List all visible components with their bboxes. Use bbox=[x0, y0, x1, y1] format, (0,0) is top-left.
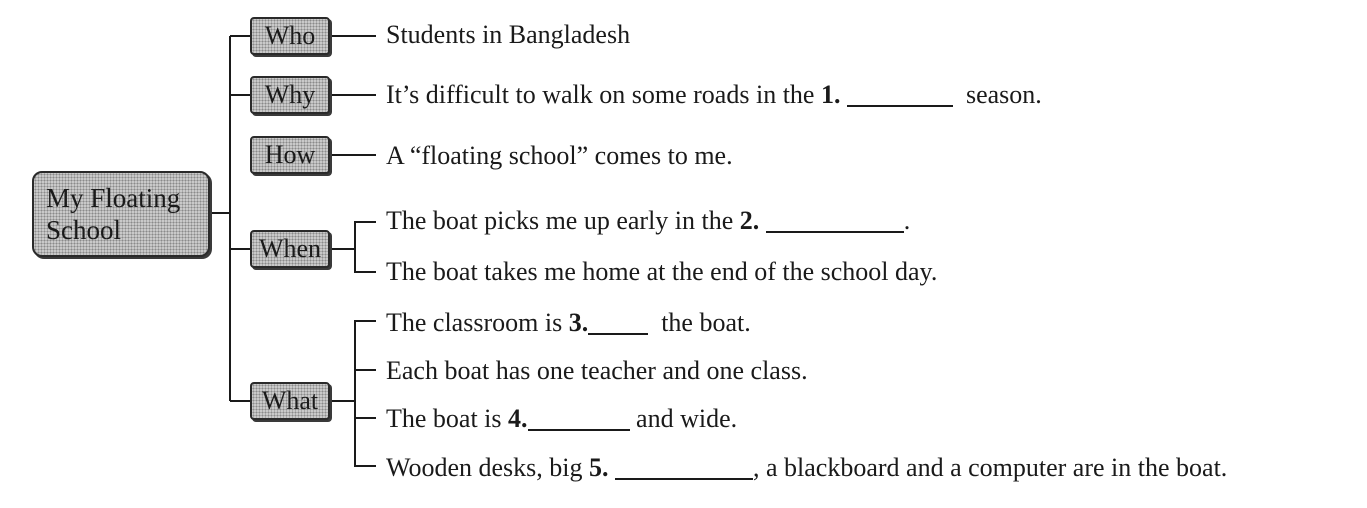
how-text: A “floating school” comes to me. bbox=[386, 141, 733, 170]
when-item-1-after: . bbox=[903, 206, 911, 235]
category-when-label: When bbox=[258, 234, 322, 263]
blank-3-number: 3. bbox=[568, 308, 589, 337]
category-why-label: Why bbox=[264, 80, 316, 109]
blank-1-number: 1. bbox=[820, 80, 841, 109]
what-item-4 bbox=[386, 455, 1227, 481]
root-node bbox=[32, 171, 210, 257]
why-text-before: It’s difficult to walk on some roads in the bbox=[386, 80, 815, 109]
blank-1 bbox=[847, 83, 953, 107]
category-what-label: What bbox=[261, 386, 319, 415]
category-who-label: Who bbox=[264, 21, 316, 50]
category-why bbox=[250, 76, 330, 114]
category-how bbox=[250, 136, 330, 174]
what-item-1-before: The classroom is bbox=[386, 308, 563, 337]
blank-5 bbox=[615, 456, 753, 480]
blank-2 bbox=[766, 209, 904, 233]
who-text: Students in Bangladesh bbox=[386, 20, 631, 49]
when-item-1 bbox=[386, 208, 910, 234]
why-text bbox=[386, 82, 1042, 108]
what-item-2: Each boat has one teacher and one class. bbox=[386, 356, 808, 385]
what-item-3-before: The boat is bbox=[386, 404, 502, 433]
root-label-line2: School bbox=[46, 215, 122, 245]
category-who bbox=[250, 17, 330, 55]
category-when bbox=[250, 230, 330, 268]
what-item-1-after: the boat. bbox=[661, 308, 751, 337]
blank-5-number: 5. bbox=[589, 453, 609, 482]
what-item-3-after: and wide. bbox=[636, 404, 738, 433]
blank-4 bbox=[528, 407, 630, 431]
what-item-3 bbox=[386, 406, 737, 432]
when-item-1-before: The boat picks me up early in the bbox=[386, 206, 734, 235]
what-item-4-after: , a blackboard and a computer are in the boat. bbox=[753, 453, 1228, 482]
blank-3 bbox=[588, 311, 648, 335]
category-what bbox=[250, 382, 330, 420]
why-text-after: season. bbox=[965, 80, 1042, 109]
blank-2-number: 2. bbox=[739, 206, 760, 235]
when-item-2: The boat takes me home at the end of the school day. bbox=[386, 257, 938, 286]
root-label-line1: My Floating bbox=[46, 183, 181, 213]
what-item-4-before: Wooden desks, big bbox=[386, 453, 583, 482]
category-how-label: How bbox=[264, 140, 316, 169]
blank-4-number: 4. bbox=[508, 404, 528, 433]
what-item-1 bbox=[386, 310, 751, 336]
